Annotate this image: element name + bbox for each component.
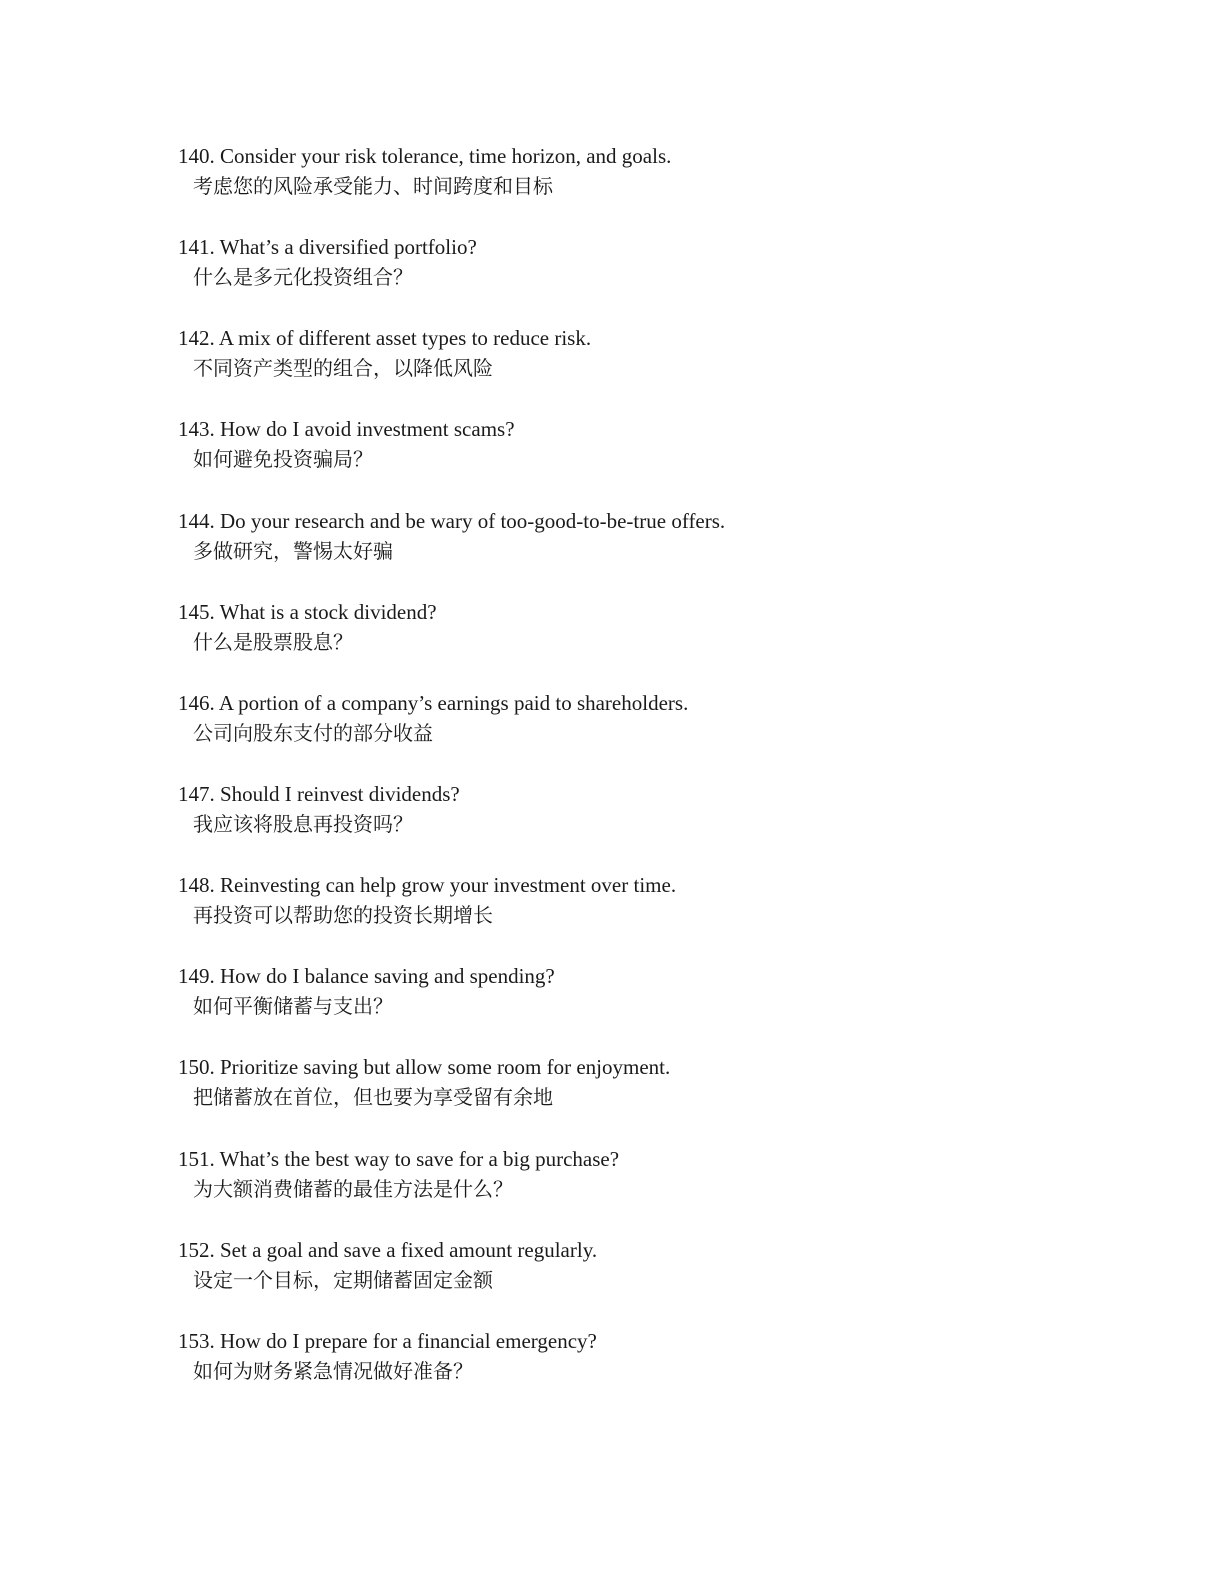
english-line: 141. What’s a diversified portfolio? <box>178 235 477 260</box>
chinese-line: 把储蓄放在首位，但也要为享受留有余地 <box>193 1085 553 1110</box>
list-item <box>178 506 1078 597</box>
chinese-line: 考虑您的风险承受能力、时间跨度和目标 <box>193 174 553 198</box>
chinese-line: 公司向股东支付的部分收益 <box>193 720 433 745</box>
list-item <box>178 1052 1078 1143</box>
english-line: 149. How do I balance saving and spending? <box>178 964 555 989</box>
english-line: 140. Consider your risk tolerance, time horizon, and goals. <box>178 144 672 168</box>
list-item <box>178 688 1078 779</box>
chinese-line: 不同资产类型的组合，以降低风险 <box>193 356 493 381</box>
chinese-line: 如何避免投资骗局？ <box>193 447 373 472</box>
list-item <box>178 961 1078 1052</box>
english-line: 151. What’s the best way to save for a big purchase? <box>178 1146 620 1171</box>
english-line: 147. Should I reinvest dividends? <box>178 781 460 806</box>
chinese-line: 什么是多元化投资组合？ <box>193 265 413 290</box>
english-line: 143. How do I avoid investment scams? <box>178 417 515 442</box>
list-item <box>178 232 1078 323</box>
chinese-line: 如何平衡储蓄与支出？ <box>193 994 393 1019</box>
english-line: 148. Reinvesting can help grow your investment over time. <box>178 873 677 898</box>
english-line: 145. What is a stock dividend? <box>178 599 437 624</box>
chinese-line: 如何为财务紧急情况做好准备？ <box>193 1358 473 1383</box>
english-line: 142. A mix of different asset types to reduce risk. <box>178 326 592 351</box>
chinese-line: 我应该将股息再投资吗？ <box>193 811 413 836</box>
chinese-line: 为大额消费储蓄的最佳方法是什么？ <box>193 1176 513 1201</box>
list-item <box>178 1326 1078 1417</box>
list-item <box>178 414 1078 505</box>
english-line: 150. Prioritize saving but allow some room for enjoyment. <box>178 1055 671 1080</box>
list-item <box>178 1144 1078 1235</box>
list-item <box>178 779 1078 870</box>
list-item <box>178 597 1078 688</box>
chinese-line: 多做研究，警惕太好骗 <box>193 538 393 563</box>
english-line: 146. A portion of a company’s earnings paid to shareholders. <box>178 690 689 715</box>
list-item <box>178 870 1078 961</box>
chinese-line: 再投资可以帮助您的投资长期增长 <box>193 903 493 928</box>
english-line: 144. Do your research and be wary of too-good-to-be-true offers. <box>178 508 726 533</box>
list-item <box>178 1235 1078 1326</box>
list-item <box>178 323 1078 414</box>
english-line: 153. How do I prepare for a financial emergency? <box>178 1328 597 1353</box>
qa-list <box>178 141 1078 1417</box>
chinese-line: 什么是股票股息？ <box>193 629 353 654</box>
english-line: 152. Set a goal and save a fixed amount regularly. <box>178 1237 598 1262</box>
chinese-line: 设定一个目标，定期储蓄固定金额 <box>193 1267 493 1292</box>
list-item <box>178 141 1078 232</box>
